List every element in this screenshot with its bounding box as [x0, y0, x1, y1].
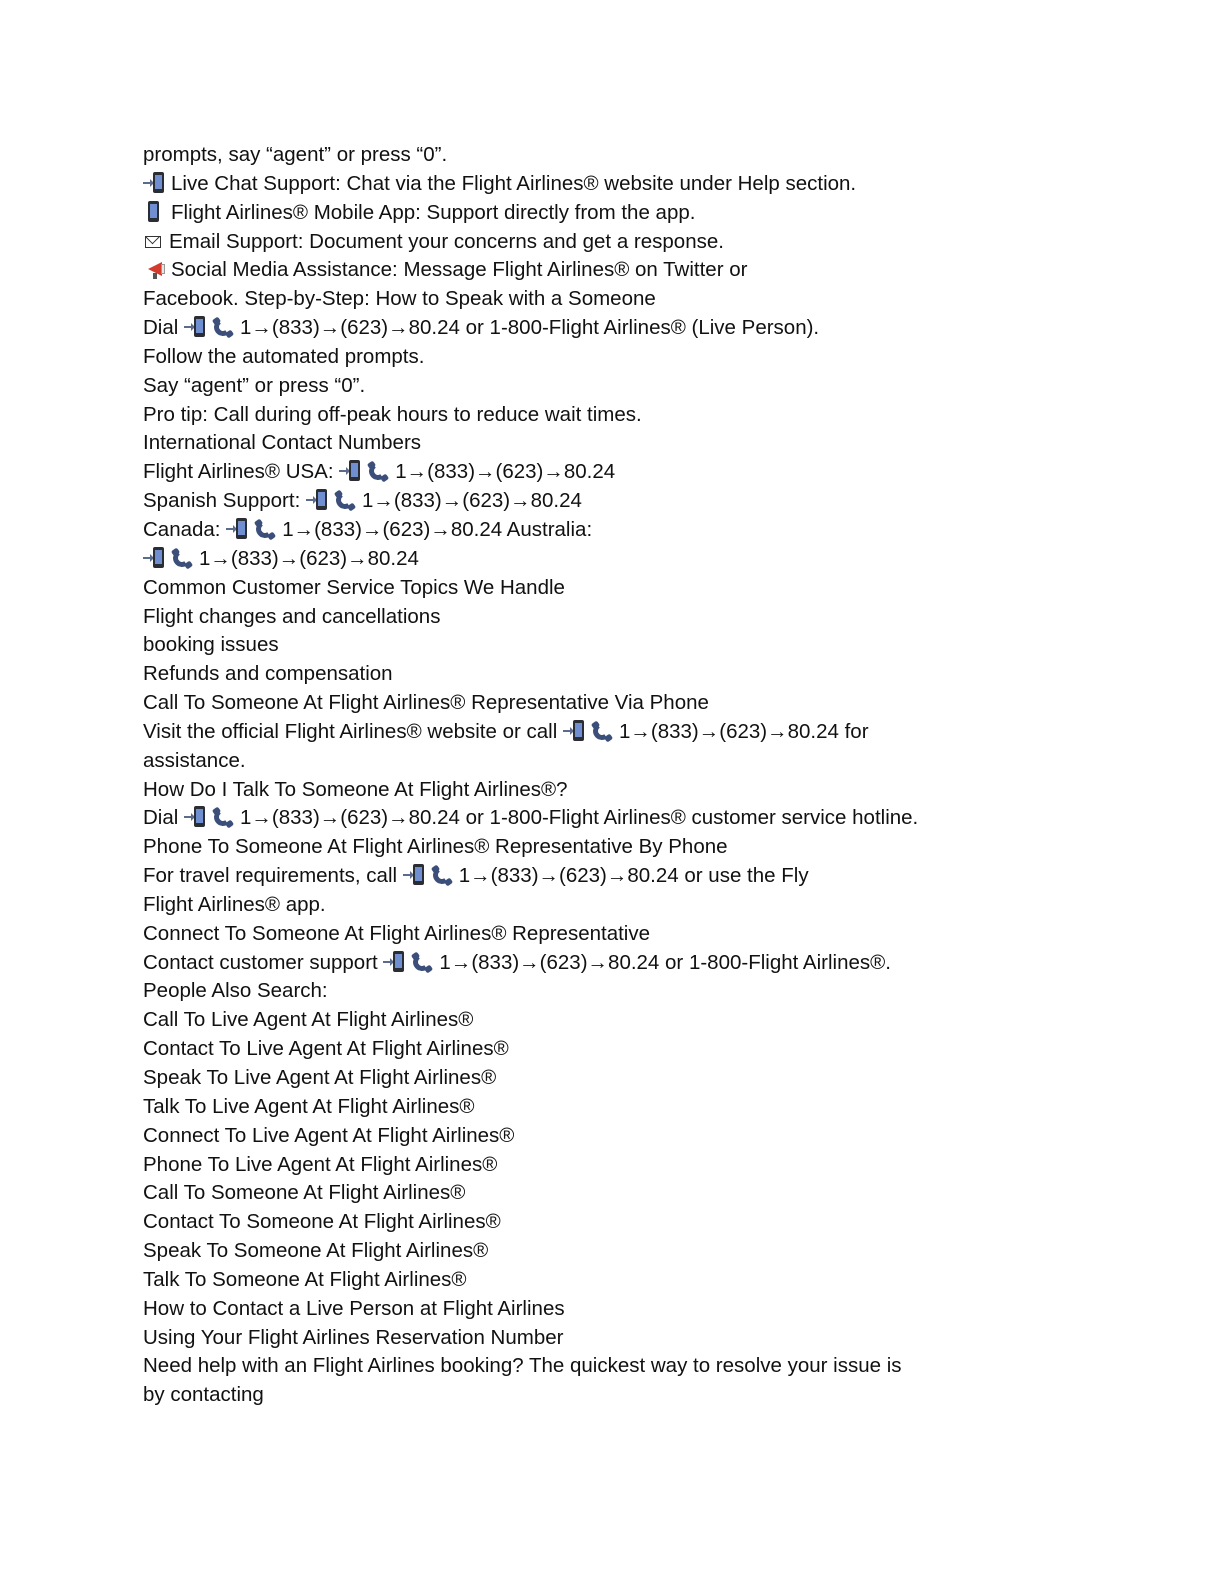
text-line: [143, 949, 1143, 978]
text-line: [143, 574, 1143, 603]
line-text: 1→(833)→(623)→80.24 or use the Fly: [458, 864, 809, 888]
line-text: Flight Airlines® Mobile App: Support directly from the app.: [171, 200, 696, 224]
mobile-arrow-icon: [184, 316, 208, 338]
text-line: [143, 228, 1143, 257]
text-line: [143, 1093, 1143, 1122]
line-text: Connect To Someone At Flight Airlines® Representative: [143, 921, 651, 945]
text-line: [143, 920, 1143, 949]
line-text: How to Contact a Live Person at Flight Airlines: [143, 1296, 565, 1320]
phone-icon: [431, 864, 455, 886]
mobile-arrow-icon: [143, 172, 167, 194]
text-line: [143, 776, 1143, 805]
line-text: Contact To Live Agent At Flight Airlines®: [143, 1037, 509, 1061]
line-text: 1→(833)→(623)→80.24 or 1-800-Flight Airlines® customer service hotline.: [240, 806, 919, 830]
text-line: [143, 1352, 1143, 1381]
text-line: [143, 1208, 1143, 1237]
text-line: [143, 689, 1143, 718]
line-text: Canada:: [143, 517, 227, 541]
text-line: [143, 1151, 1143, 1180]
line-text: by contacting: [143, 1383, 264, 1407]
text-line: [143, 718, 1143, 747]
phone-icon: [591, 720, 615, 742]
phone-icon: [212, 316, 236, 338]
line-text: 1→(833)→(623)→80.24: [395, 460, 616, 484]
mobile-arrow-icon: [184, 806, 208, 828]
line-text: Connect To Live Agent At Flight Airlines®: [143, 1123, 515, 1147]
text-line: [143, 1295, 1143, 1324]
line-text: booking issues: [143, 633, 279, 657]
mobile-arrow-icon: [403, 864, 427, 886]
line-text: Flight changes and cancellations: [143, 604, 441, 628]
line-text: Say “agent” or press “0”.: [143, 373, 366, 397]
text-line: [143, 256, 1143, 285]
line-text: 1→(833)→(623)→80.24: [199, 546, 419, 570]
line-text: 1→(833)→(623)→80.24 for: [618, 719, 869, 743]
line-text: Email Support: Document your concerns and get a response.: [169, 229, 724, 253]
line-text: Call To Someone At Flight Airlines®: [143, 1181, 466, 1205]
text-line: [143, 891, 1143, 920]
text-line: [143, 977, 1143, 1006]
line-text: Talk To Live Agent At Flight Airlines®: [143, 1094, 475, 1118]
text-line: [143, 660, 1143, 689]
text-line: [143, 631, 1143, 660]
text-line: [143, 1035, 1143, 1064]
phone-icon: [411, 951, 435, 973]
text-line: [143, 199, 1143, 228]
text-line: [143, 487, 1143, 516]
text-line: [143, 1064, 1143, 1093]
text-line: [143, 1179, 1143, 1208]
line-text: Need help with an Flight Airlines booking? The quickest way to resolve your issue is: [143, 1354, 902, 1378]
text-line: [143, 1006, 1143, 1035]
line-text: Speak To Live Agent At Flight Airlines®: [143, 1066, 497, 1089]
line-text: For travel requirements, call: [143, 864, 403, 888]
text-line: [143, 314, 1143, 343]
line-text: Using Your Flight Airlines Reservation Number: [143, 1325, 564, 1349]
text-line: [143, 1381, 1143, 1410]
line-text: Facebook. Step-by-Step: How to Speak with a Someone: [143, 287, 656, 311]
line-text: Follow the automated prompts.: [143, 344, 425, 368]
line-text: Phone To Live Agent At Flight Airlines®: [143, 1152, 498, 1176]
line-text: Dial: [143, 806, 185, 830]
text-line: [143, 747, 1143, 776]
megaphone-icon: [143, 258, 167, 280]
mobile-arrow-icon: [306, 489, 330, 511]
line-text: Phone To Someone At Flight Airlines® Representative By Phone: [143, 835, 728, 859]
line-text: Dial: [143, 316, 185, 340]
mobile-icon: [143, 201, 167, 223]
line-text: Pro tip: Call during off-peak hours to reduce wait times.: [143, 402, 642, 426]
line-text: Flight Airlines® USA:: [143, 460, 340, 484]
phone-icon: [254, 518, 278, 540]
text-line: [143, 545, 1143, 574]
text-line: [143, 1324, 1143, 1353]
text-line: [143, 833, 1143, 862]
line-text: People Also Search:: [143, 979, 328, 1003]
line-text: Flight Airlines® app.: [143, 892, 326, 916]
line-text: assistance.: [143, 748, 246, 772]
envelope-icon: [145, 236, 161, 248]
line-text: Contact customer support: [143, 950, 384, 974]
line-text: 1→(833)→(623)→80.24 or 1-800-Flight Airlines®.: [439, 950, 891, 974]
line-text: Social Media Assistance: Message Flight Airlines® on Twitter or: [171, 258, 748, 282]
text-line: [143, 170, 1143, 199]
text-line: [143, 429, 1143, 458]
line-text: International Contact Numbers: [143, 431, 422, 455]
text-line: [143, 1122, 1143, 1151]
text-line: [143, 372, 1143, 401]
line-text: 1→(833)→(623)→80.24 or 1-800-Flight Airlines® (Live Person).: [240, 316, 820, 340]
phone-icon: [171, 547, 195, 569]
line-text: Call To Someone At Flight Airlines® Representative Via Phone: [143, 691, 709, 715]
line-text: Speak To Someone At Flight Airlines®: [143, 1239, 489, 1263]
phone-icon: [367, 460, 391, 482]
text-line: [143, 343, 1143, 372]
line-text: prompts, say “agent” or press “0”.: [143, 143, 448, 166]
text-line: [143, 1237, 1143, 1266]
text-line: [143, 516, 1143, 545]
line-text: Live Chat Support: Chat via the Flight Airlines® website under Help section.: [171, 171, 857, 195]
text-line: [143, 458, 1143, 487]
mobile-arrow-icon: [143, 547, 167, 569]
line-text: How Do I Talk To Someone At Flight Airlines®?: [143, 777, 568, 801]
line-text: 1→(833)→(623)→80.24 Australia:: [282, 517, 593, 541]
mobile-arrow-icon: [339, 460, 363, 482]
phone-icon: [334, 489, 358, 511]
line-text: Call To Live Agent At Flight Airlines®: [143, 1008, 474, 1032]
line-text: Refunds and compensation: [143, 662, 393, 686]
text-line: [143, 401, 1143, 430]
line-text: Contact To Someone At Flight Airlines®: [143, 1210, 501, 1234]
text-line: [143, 1266, 1143, 1295]
mobile-arrow-icon: [563, 720, 587, 742]
text-line: [143, 285, 1143, 314]
text-line: [143, 141, 1143, 170]
line-text: Talk To Someone At Flight Airlines®: [143, 1267, 467, 1291]
mobile-arrow-icon: [383, 951, 407, 973]
line-text: Common Customer Service Topics We Handle: [143, 575, 565, 599]
text-line: [143, 603, 1143, 632]
text-line: [143, 862, 1143, 891]
line-text: Visit the official Flight Airlines® website or call: [143, 719, 563, 743]
line-text: Spanish Support:: [143, 489, 306, 513]
text-line: [143, 804, 1143, 833]
phone-icon: [212, 806, 236, 828]
mobile-arrow-icon: [226, 518, 250, 540]
line-text: 1→(833)→(623)→80.24: [361, 489, 582, 513]
document-page: [143, 141, 1143, 1410]
